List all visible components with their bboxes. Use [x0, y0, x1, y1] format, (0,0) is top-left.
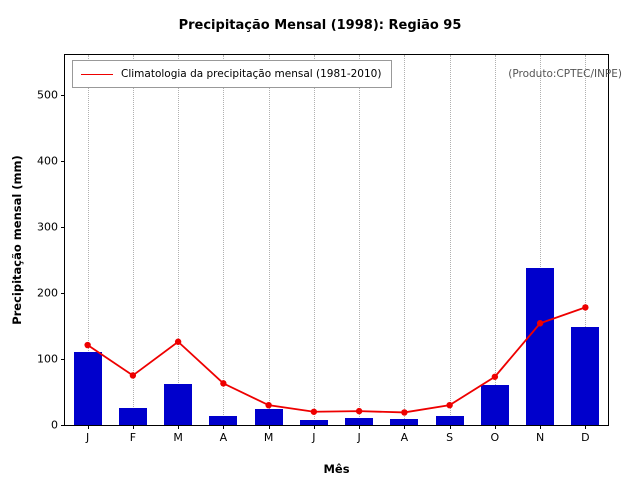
- bar: [119, 408, 147, 425]
- x-tick-label: D: [581, 431, 590, 444]
- x-tick-label: S: [446, 431, 454, 444]
- x-tick-label: F: [129, 431, 137, 444]
- x-tick-label: J: [357, 431, 361, 444]
- x-tick-label: J: [86, 431, 90, 444]
- bar: [255, 409, 283, 425]
- x-tick-mark: [223, 425, 224, 429]
- x-tick-mark: [450, 425, 451, 429]
- x-axis-label: Mês: [323, 462, 350, 476]
- gridline: [314, 55, 315, 425]
- gridline: [223, 55, 224, 425]
- x-tick-mark: [404, 425, 405, 429]
- legend: [72, 60, 392, 88]
- product-credit: (Produto:CPTEC/INPE): [508, 68, 622, 80]
- chart-title: Precipitação Mensal (1998): Região 95: [178, 18, 462, 33]
- x-tick-label: M: [263, 431, 274, 444]
- y-tick-mark: [61, 425, 65, 426]
- legend-line-swatch: [81, 74, 113, 75]
- y-tick-label: 400: [37, 154, 58, 168]
- y-tick-mark: [61, 227, 65, 228]
- gridline: [450, 55, 451, 425]
- x-tick-mark: [359, 425, 360, 429]
- bar: [345, 418, 373, 425]
- x-tick-mark: [495, 425, 496, 429]
- bar: [571, 327, 599, 425]
- x-tick-label: A: [400, 431, 409, 444]
- x-tick-mark: [88, 425, 89, 429]
- legend-label: Climatologia da precipitação mensal (1981-2010): [121, 68, 382, 80]
- x-tick-mark: [133, 425, 134, 429]
- x-tick-mark: [269, 425, 270, 429]
- x-tick-label: M: [173, 431, 183, 444]
- x-tick-mark: [540, 425, 541, 429]
- y-tick-mark: [61, 359, 65, 360]
- x-tick-label: N: [536, 431, 545, 444]
- gridline: [495, 55, 496, 425]
- y-tick-label: 500: [37, 88, 58, 102]
- x-tick-label: J: [312, 431, 316, 444]
- x-tick-mark: [178, 425, 179, 429]
- gridline: [133, 55, 134, 425]
- plot-area: [37, 54, 609, 444]
- bar: [481, 385, 509, 425]
- x-tick-label: A: [219, 431, 228, 444]
- bar: [209, 416, 237, 425]
- bar: [436, 416, 464, 425]
- y-tick-mark: [61, 293, 65, 294]
- bar: [74, 352, 102, 425]
- x-tick-mark: [585, 425, 586, 429]
- bar: [526, 268, 554, 425]
- x-tick-label: O: [490, 431, 500, 444]
- plot-inner: [65, 55, 608, 425]
- gridline: [269, 55, 270, 425]
- y-tick-mark: [61, 161, 65, 162]
- y-axis-label-text: Precipitação mensal (mm): [10, 155, 25, 325]
- y-tick-label: 100: [37, 352, 58, 366]
- gridline: [404, 55, 405, 425]
- bar: [164, 384, 192, 425]
- y-tick-label: 300: [37, 220, 58, 234]
- climatology-line: [88, 307, 586, 412]
- y-tick-label: 0: [51, 418, 58, 432]
- gridline: [178, 55, 179, 425]
- gridline: [359, 55, 360, 425]
- y-tick-mark: [61, 95, 65, 96]
- y-tick-label: 200: [37, 286, 58, 300]
- x-tick-mark: [314, 425, 315, 429]
- y-axis-label: [8, 54, 26, 426]
